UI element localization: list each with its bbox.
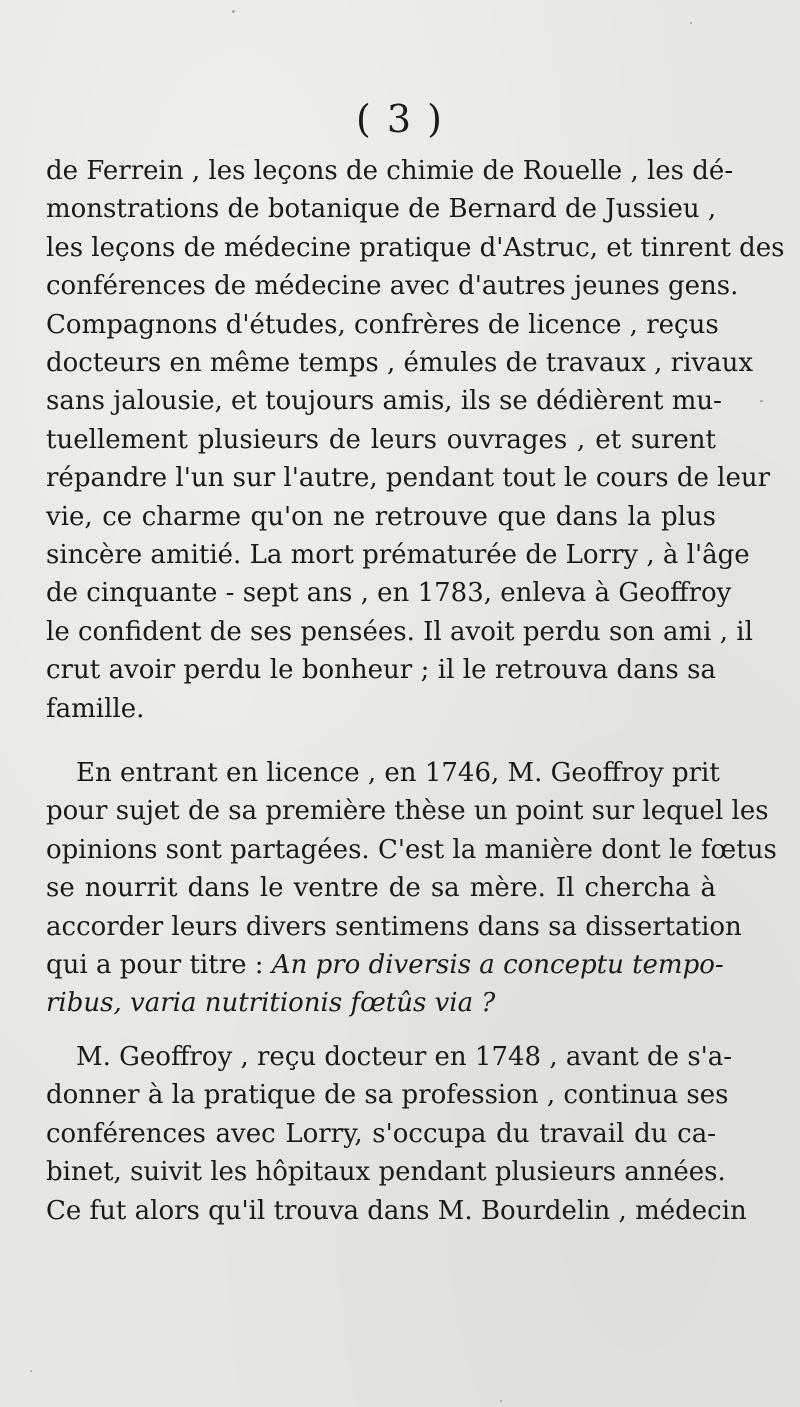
text-line: de Ferrein , les leçons de chimie de Rouelle , les dé- — [46, 156, 734, 186]
text-line: sans jalousie, et toujours amis, ils se dédièrent mu- — [46, 386, 722, 417]
text-line: qui a pour titre : — [46, 950, 264, 981]
page-number: ( 3 ) — [356, 97, 444, 141]
text-line: famille. — [46, 693, 145, 724]
text-line: accorder leurs divers sentimens dans sa dissertation — [46, 911, 742, 942]
text-line: docteurs en même temps , émules de travaux , rivaux — [46, 348, 753, 379]
text-line: monstrations de botanique de Bernard de Jussieu , — [46, 194, 717, 225]
text-line: sincère amitié. La mort prématurée de Lorry , à l'âge — [46, 540, 750, 571]
text-line: conférences de médecine avec d'autres jeunes gens. — [46, 271, 739, 302]
text-line: le confident de ses pensées. Il avoit perdu son ami , il — [46, 616, 753, 647]
paper-speck — [760, 400, 763, 402]
text-line: crut avoir perdu le bonheur ; il le retrouva dans sa — [46, 655, 716, 686]
paragraph-2 — [46, 754, 777, 1023]
text-line: conférences avec Lorry, s'occupa du travail du ca- — [46, 1118, 716, 1149]
paragraph-1 — [46, 152, 785, 728]
text-line: opinions sont partagées. C'est la manière dont le fœtus — [46, 834, 777, 865]
text-line: de cinquante - sept ans , en 1783, enleva à Geoffroy — [46, 578, 732, 609]
text-line: Ce fut alors qu'il trouva dans M. Bourdelin , médecin — [46, 1195, 747, 1226]
text-line: En entrant en licence , en 1746, M. Geoffroy prit — [76, 758, 720, 788]
paragraph-3 — [46, 1038, 747, 1230]
thesis-title-end: ribus, varia nutritionis fœtûs via ? — [46, 988, 496, 1019]
text-line: se nourrit dans le ventre de sa mère. Il chercha à — [46, 873, 716, 904]
paper-speck — [690, 22, 692, 24]
text-line: Compagnons d'études, confrères de licence , reçus — [46, 309, 719, 340]
text-line: tuellement plusieurs de leurs ouvrages , et surent — [46, 424, 716, 455]
paper-speck — [232, 10, 235, 13]
text-line: répandre l'un sur l'autre, pendant tout le cours de leur — [46, 463, 771, 494]
text-line-with-title — [46, 946, 724, 984]
text-line: binet, suivit les hôpitaux pendant plusieurs années. — [46, 1157, 726, 1188]
text-line: les leçons de médecine pratique d'Astruc, et tinrent des — [46, 232, 785, 263]
text-line: donner à la pratique de sa profession , continua ses — [46, 1080, 729, 1111]
thesis-title-start: An pro diversis a conceptu tempo- — [271, 950, 724, 981]
text-line: pour sujet de sa première thèse un point sur lequel les — [46, 796, 769, 827]
paper-speck — [500, 1400, 502, 1402]
text-line: vie, ce charme qu'on ne retrouve que dans la plus — [46, 501, 716, 532]
text-line: M. Geoffroy , reçu docteur en 1748 , avant de s'a- — [76, 1042, 733, 1072]
paper-speck — [30, 1370, 32, 1372]
